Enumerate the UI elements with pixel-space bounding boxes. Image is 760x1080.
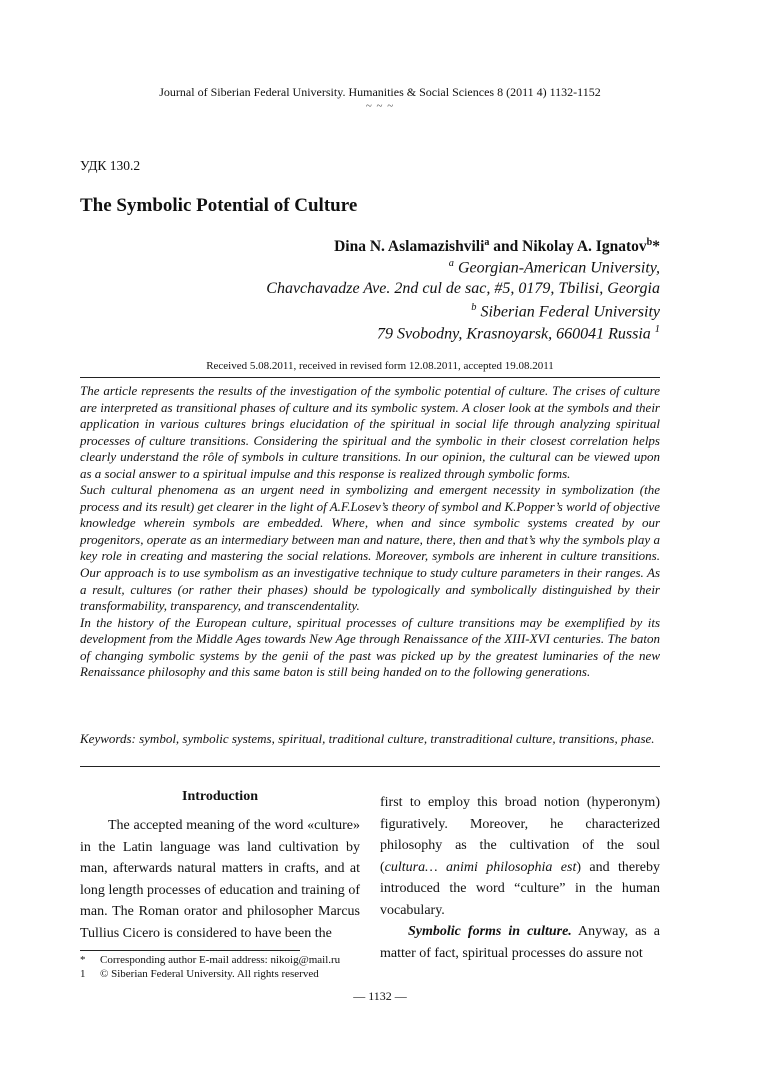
abstract-paragraph-1: The article represents the results of the investigation of the symbolic potential of culture. The crises of culture are interpreted as transitional phases of culture and its symbolic system. A closer look at the symbols and their application in various cultures brings elucidation of the spiritual in social life through analyzing spiritual processes of culture transitions. Considering the spiritual and the symbolic in their closest correlation helps clearly understand the rôle of symbols in culture transitions. In our opinion, the cultural can be viewed upon as a social answer to a spiritual impulse and this response is realized through symbolic forms. <box>80 383 660 481</box>
affiliation-a-address: Chavchavadze Ave. 2nd cul de sac, #5, 0179, Tbilisi, Georgia <box>266 280 660 297</box>
introduction-heading: Introduction <box>182 789 258 804</box>
author-1-name: Dina N. Aslamazishvili <box>334 238 485 256</box>
abstract-bottom-rule <box>80 766 660 767</box>
author-2-affil-mark: b <box>646 237 653 248</box>
author-2-name: Nikolay A. Ignatov <box>522 238 647 256</box>
author-1-affil-mark: a <box>484 237 490 248</box>
abstract-paragraph-3: In the history of the European culture, spiritual processes of culture transitions may be exemplified by its development from the Middle Ages towards New Age through Renaissance of the XIII-XVI centuries. The baton of changing symbolic systems by the genii of the past was picked up by the greatest luminaries of the new Renaissance philosophy and this same baton is still being handed on to the following generations. <box>80 614 660 680</box>
author-line <box>334 237 660 256</box>
affiliation-b-name: $^b$ Siberian Federal University <box>471 302 660 321</box>
affiliation-b-mark: b <box>471 302 477 313</box>
udk-code: УДК 130.2 <box>80 158 141 173</box>
abstract <box>80 383 660 681</box>
affiliation-b-address: 79 Svobodny, Krasnoyarsk, 660041 Russia $^1$ <box>377 324 660 343</box>
footnote-1-ref: 1 <box>654 324 660 335</box>
header-ornament: ~ ~ ~ <box>365 100 395 112</box>
page-number: — 1132 — <box>353 989 407 1003</box>
intro-paragraph-right: first to employ this broad notion (hyperonym) figuratively. Moreover, he characterized philosophy as the cultivation of the soul (cultura… animi philosophia est) and thereby introduced the word “culture” in the human vocabulary. <box>380 795 661 918</box>
abstract-top-rule <box>80 377 660 378</box>
journal-header: Journal of Siberian Federal University. Humanities & Social Sciences 8 (2011 4) 1132-1152 <box>159 85 601 99</box>
affiliation-a-name: $^a$ Georgian-American University, <box>448 258 660 277</box>
footnote-asterisk: * <box>80 954 86 966</box>
latin-quote: cultura… animi philosophia est <box>384 859 577 875</box>
intro-paragraph-left: The accepted meaning of the word «culture» in the Latin language was land cultivation by man, afterwards natural matters in crafts, and at long length processes of education and training of man. The Roman orator and philosopher Marcus Tullius Cicero is considered to have been the <box>80 818 360 941</box>
left-column <box>80 815 360 944</box>
right-column <box>380 792 660 964</box>
keywords: Keywords: symbol, symbolic systems, spiritual, traditional culture, transtraditional culture, transitions, phase. <box>80 731 655 746</box>
footnote-rule <box>80 950 300 951</box>
symbolic-forms-paragraph: Symbolic forms in culture. Anyway, as a matter of fact, spiritual processes do assure not <box>380 924 660 961</box>
author-conjunction: and <box>489 238 523 256</box>
symbolic-forms-heading: Symbolic forms in culture. <box>408 924 572 939</box>
footnote-copyright: 1 © Siberian Federal University. All rights reserved <box>80 968 319 980</box>
received-dates: Received 5.08.2011, received in revised form 12.08.2011, accepted 19.08.2011 <box>206 360 554 372</box>
affiliation-a-mark: a <box>448 258 454 269</box>
footnote-corresponding: * Corresponding author E-mail address: nikoig@mail.ru <box>80 954 341 966</box>
footnote-number: 1 <box>80 968 86 980</box>
corresponding-author-mark: * <box>652 238 660 256</box>
abstract-paragraph-2: Such cultural phenomena as an urgent need in symbolizing and emergent necessity in symbolization (the process and its result) get clearer in the light of A.F.Losev’s theory of symbol and K.Popper’s world of objective knowledge wherein symbols are embedded. Where, when and since symbolic systems created by our progenitors, operate as an intermediary between man and nature, there, then and that’s why the symbols play a key role in creating and mastering the social relations. Moreover, symbols are inherent in culture transitions. Our approach is to use symbolism as an investigative technique to study culture parameters in their ranges. As a result, cultures (or rather their phases) should be typologically and symbolically distinguished by their transformability, transparency, and transcendentality. <box>80 482 660 614</box>
article-title: The Symbolic Potential of Culture <box>80 195 358 216</box>
